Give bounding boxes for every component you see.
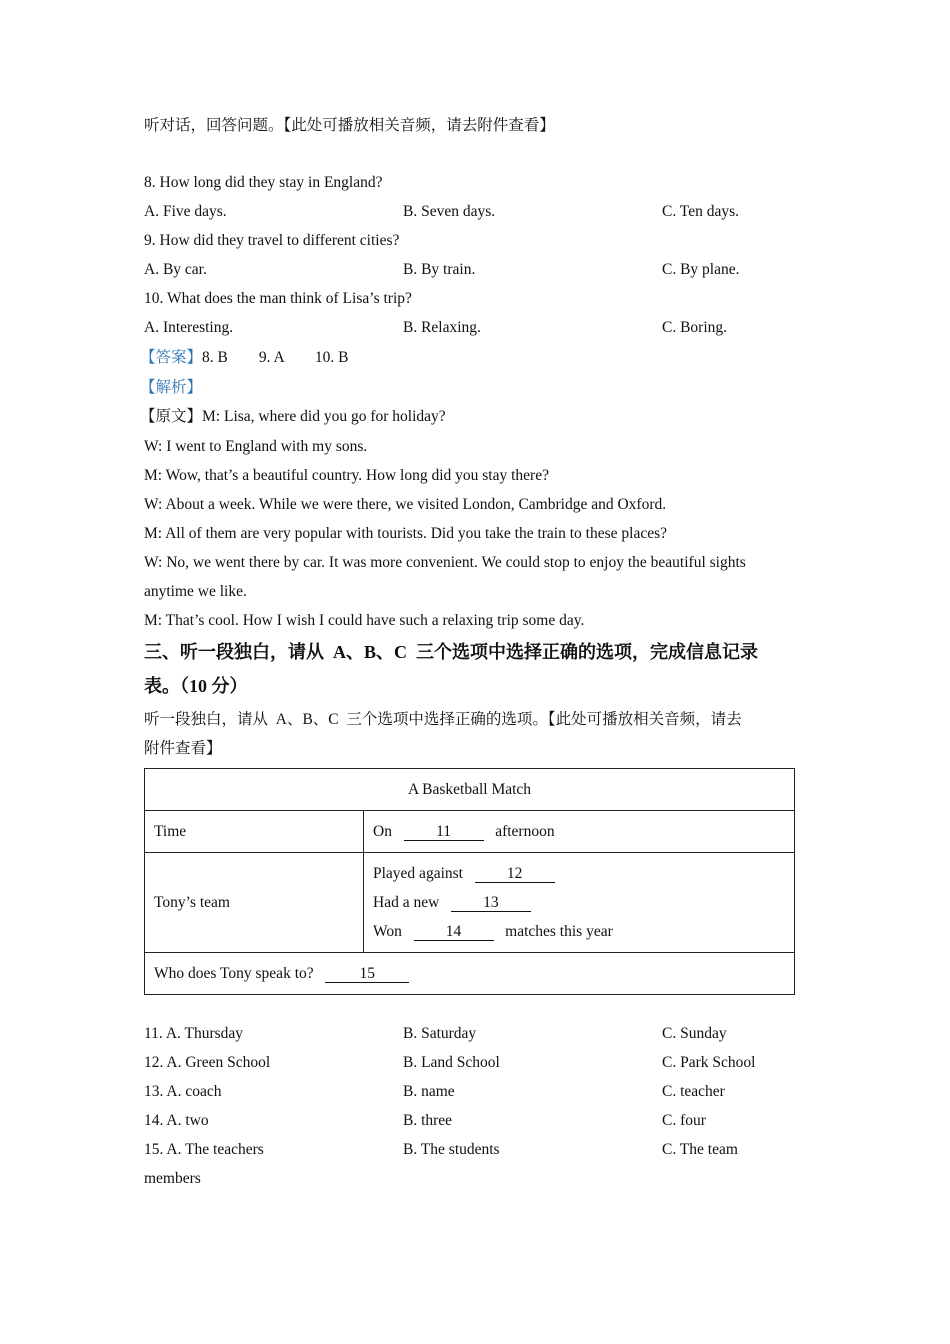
q14-option-a: 14. A. two — [144, 1112, 209, 1129]
table-row-time — [145, 811, 795, 853]
table-title-row — [145, 769, 795, 811]
answer-line — [140, 348, 348, 368]
transcript-first-line — [140, 407, 446, 427]
speak-cell — [145, 953, 795, 995]
team-row-won — [373, 917, 785, 946]
section-3-title: 三、听一段独白，请从 A、B、C 三个选项中选择正确的选项，完成信息记录 — [144, 642, 759, 662]
record-table — [144, 768, 795, 995]
q12-option-a: 12. A. Green School — [144, 1054, 271, 1071]
time-label: Time — [145, 811, 364, 853]
q12-option-b: B. Land School — [403, 1054, 500, 1071]
q15-option-a: 15. A. The teachers — [144, 1141, 264, 1158]
q15-option-c: C. The team — [662, 1141, 738, 1158]
had-pre: Had a new — [373, 894, 440, 911]
q9-option-b: B. By train. — [403, 261, 476, 278]
q14-option-c: C. four — [662, 1112, 706, 1129]
team-cell — [364, 853, 795, 953]
options-wrap: members — [144, 1170, 201, 1187]
team-row-had — [373, 888, 785, 917]
time-cell — [364, 811, 795, 853]
transcript-line: anytime we like. — [144, 583, 247, 600]
transcript-line: M: All of them are very popular with tourists. Did you take the train to these places? — [144, 525, 667, 542]
q8-option-a: A. Five days. — [144, 203, 227, 220]
transcript-line: W: About a week. While we were there, we visited London, Cambridge and Oxford. — [144, 496, 667, 513]
q13-option-a: 13. A. coach — [144, 1083, 222, 1100]
speak-pre: Who does Tony speak to? — [154, 964, 314, 982]
q12-option-c: C. Park School — [662, 1054, 756, 1071]
time-pre: On — [373, 822, 392, 840]
blank-15: 15 — [325, 965, 409, 983]
q8-option-b: B. Seven days. — [403, 203, 496, 220]
analysis-tag: 【解析】 — [140, 379, 203, 396]
q10-option-a: A. Interesting. — [144, 319, 234, 336]
team-row-played — [373, 859, 785, 888]
question-10: 10. What does the man think of Lisa’s trip? — [144, 290, 412, 307]
table-row-team — [145, 853, 795, 953]
q9-option-c: C. By plane. — [662, 261, 740, 278]
transcript-line: M: Wow, that’s a beautiful country. How long did you stay there? — [144, 467, 549, 484]
answer-text: 8. B 9. A 10. B — [202, 349, 349, 366]
transcript-line: W: I went to England with my sons. — [144, 438, 368, 455]
played-pre: Played against — [373, 865, 463, 882]
blank-14: 14 — [414, 923, 494, 941]
section-3-title-cont: 表。（10 分） — [144, 676, 248, 696]
table-title: A Basketball Match — [145, 769, 795, 811]
won-post: matches this year — [505, 923, 613, 940]
question-9: 9. How did they travel to different cities? — [144, 232, 400, 249]
q9-option-a: A. By car. — [144, 261, 207, 278]
q10-option-c: C. Boring. — [662, 319, 728, 336]
q13-option-c: C. teacher — [662, 1083, 725, 1100]
q15-option-b: B. The students — [403, 1141, 500, 1158]
transcript-tag: 【原文】 — [140, 408, 203, 425]
q10-option-b: B. Relaxing. — [403, 319, 481, 336]
q11-option-a: 11. A. Thursday — [144, 1025, 244, 1042]
transcript-line: M: That’s cool. How I wish I could have such a relaxing trip some day. — [144, 612, 585, 629]
answer-tag: 【答案】 — [140, 349, 203, 366]
question-8: 8. How long did they stay in England? — [144, 174, 383, 191]
listening-intro: 听对话，回答问题。【此处可播放相关音频，请去附件查看】 — [144, 117, 555, 134]
time-post: afternoon — [495, 822, 555, 840]
blank-13: 13 — [451, 894, 531, 912]
transcript-line: W: No, we went there by car. It was more convenient. We could stop to enjoy the beautiful sights — [144, 554, 746, 571]
q11-option-c: C. Sunday — [662, 1025, 727, 1042]
won-pre: Won — [373, 923, 402, 940]
blank-12: 12 — [475, 865, 555, 883]
section-3-intro: 听一段独白，请从 A、B、C 三个选项中选择正确的选项。【此处可播放相关音频，请去 — [144, 711, 742, 728]
q11-option-b: B. Saturday — [403, 1025, 477, 1042]
q14-option-b: B. three — [403, 1112, 453, 1129]
q8-option-c: C. Ten days. — [662, 203, 739, 220]
table-row-speak — [145, 953, 795, 995]
blank-11: 11 — [404, 823, 484, 841]
team-label: Tony’s team — [145, 853, 364, 953]
q13-option-b: B. name — [403, 1083, 455, 1100]
section-3-intro-cont: 附件查看】 — [144, 740, 222, 757]
transcript-line: M: Lisa, where did you go for holiday? — [202, 408, 446, 425]
